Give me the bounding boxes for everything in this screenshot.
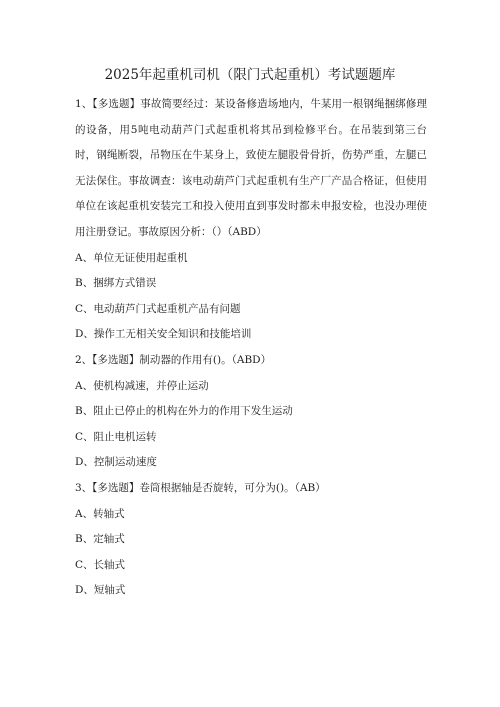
question-list (75, 92, 427, 604)
option-a: A、使机构减速，并停止运动 (75, 379, 209, 392)
option-c: C、长轴式 (75, 558, 126, 571)
option-b: B、定轴式 (75, 533, 125, 546)
option-d: D、控制运动速度 (75, 456, 157, 469)
document-title: 2025年起重机司机（限门式起重机）考试题题库 (104, 67, 396, 83)
option-d: D、短轴式 (75, 584, 126, 597)
option-b: B、捆绑方式错误 (75, 277, 157, 290)
question-1 (75, 92, 427, 348)
option-d: D、操作工无相关安全知识和技能培训 (75, 328, 252, 341)
question-stem: 2、【多选题】制动器的作用有()。（ABD） (75, 353, 272, 366)
option-b: B、阻止已停止的机构在外力的作用下发生运动 (75, 405, 293, 418)
option-c: C、电动葫芦门式起重机产品有问题 (75, 302, 241, 315)
option-a: A、单位无证使用起重机 (75, 251, 188, 264)
question-3 (75, 476, 427, 604)
question-2 (75, 348, 427, 476)
question-stem: 1、【多选题】事故简要经过：某设备修造场地内，牛某用一根钢绳捆绑修理的设备，用5吨电动葫芦门式起重机将其吊到检修平台。在吊装到第三台时，钢绳断裂，吊物压在牛某身上，致使左腿股骨骨折，伤势严重，左腿已无法保住。事故调查：该电动葫芦门式起重机有生产厂产品合格证，但使用单位在该起重机安装完工和投入使用直到事发时都未申报安检，也没办理使用注册登记。事故原因分析：（）（ABD） (75, 98, 427, 238)
option-a: A、转轴式 (75, 507, 125, 520)
question-stem: 3、【多选题】卷筒根据轴是否旋转，可分为()。（AB） (75, 481, 326, 494)
option-c: C、阻止电机运转 (75, 430, 157, 443)
